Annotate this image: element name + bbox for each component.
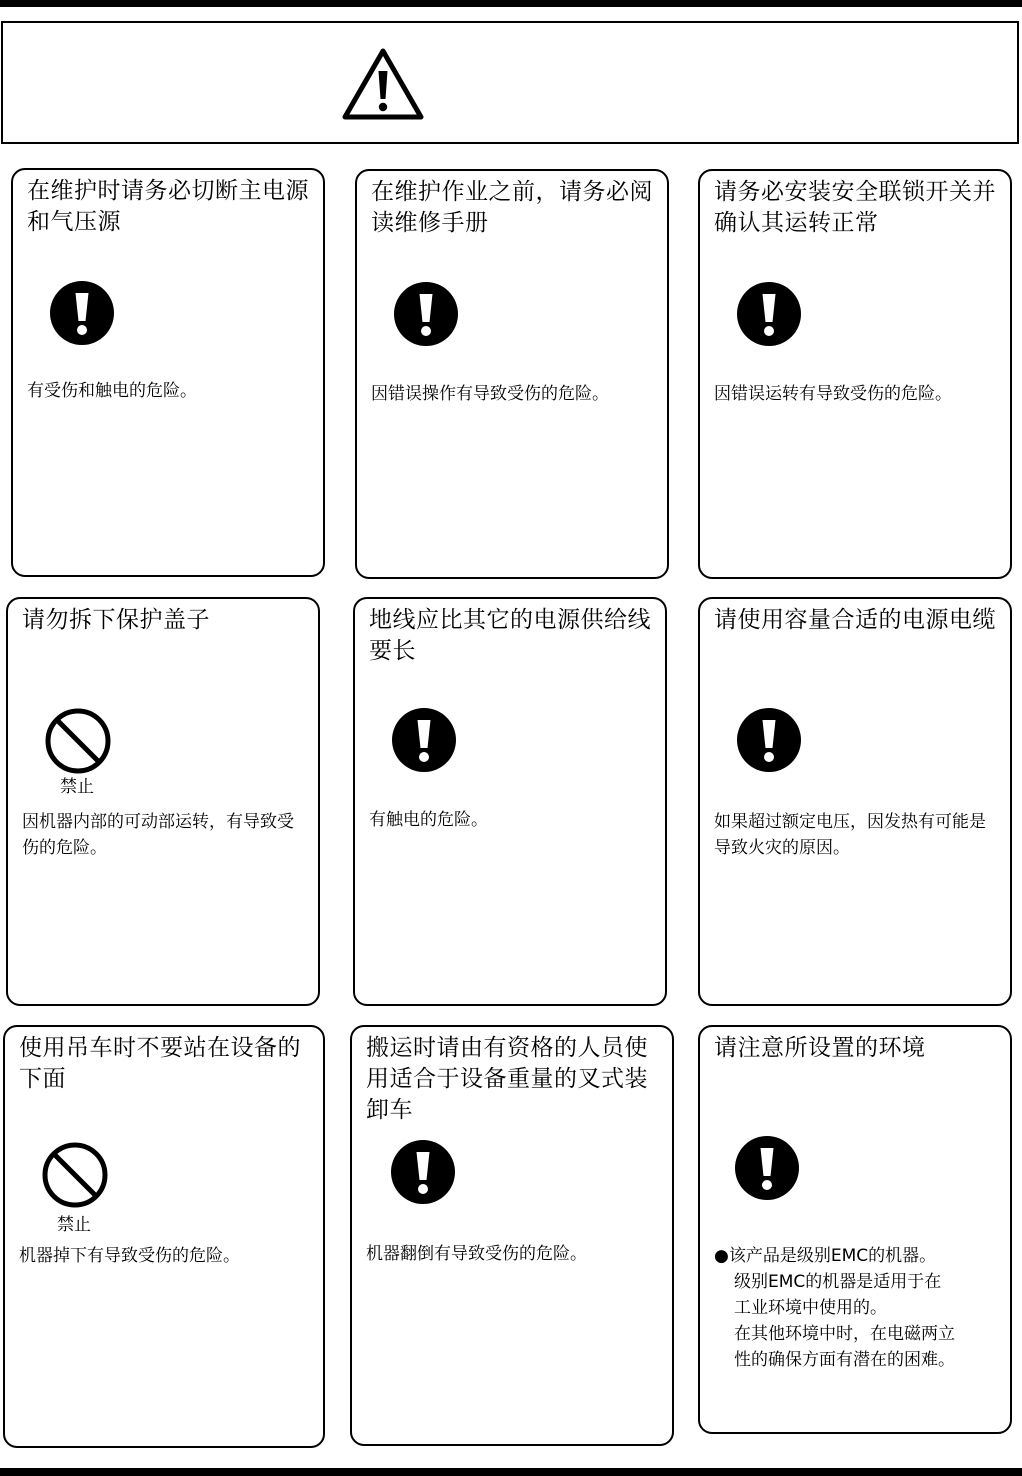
bottom-rule <box>0 1468 1022 1476</box>
prohibition-icon <box>44 707 112 775</box>
card-title: 地线应比其它的电源供给线要长 <box>369 607 651 664</box>
card-description <box>714 1243 1000 1373</box>
desc-line: 在其他环境中时，在电磁两立 <box>734 1324 955 1344</box>
safety-card-4 <box>6 597 320 1006</box>
safety-card-9 <box>698 1025 1012 1434</box>
card-title: 请注意所设置的环境 <box>714 1035 926 1061</box>
card-description: 因错误操作有导致受伤的危险。 <box>371 384 609 404</box>
card-title: 在维护时请务必切断主电源和气压源 <box>27 178 309 235</box>
warning-header <box>1 21 1019 144</box>
card-description: 有触电的危险。 <box>369 810 488 830</box>
card-title: 请务必安装安全联锁开关并确认其运转正常 <box>714 179 996 236</box>
mandatory-action-icon <box>736 281 802 347</box>
warning-triangle-icon <box>341 47 425 121</box>
safety-card-1 <box>11 168 325 577</box>
card-title: 在维护作业之前，请务必阅读维修手册 <box>371 179 653 236</box>
mandatory-action-icon <box>390 1139 456 1205</box>
card-description: 机器翻倒有导致受伤的危险。 <box>366 1244 587 1264</box>
mandatory-action-icon <box>391 707 457 773</box>
card-title: 使用吊车时不要站在设备的下面 <box>19 1035 301 1092</box>
desc-line: ●该产品是级别EMC的机器。 <box>714 1246 937 1266</box>
top-rule <box>0 0 1022 7</box>
safety-card-3 <box>698 169 1012 579</box>
safety-card-7 <box>3 1025 325 1448</box>
card-description: 因错误运转有导致受伤的危险。 <box>714 384 952 404</box>
card-description: 有受伤和触电的危险。 <box>27 381 197 401</box>
card-description: 如果超过额定电压，因发热有可能是导致火灾的原因。 <box>714 812 986 858</box>
safety-card-2 <box>355 169 669 579</box>
mandatory-action-icon <box>49 280 115 346</box>
card-description: 因机器内部的可动部运转，有导致受伤的危险。 <box>22 812 294 858</box>
desc-line: 性的确保方面有潜在的困难。 <box>734 1350 955 1370</box>
mandatory-action-icon <box>734 1135 800 1201</box>
card-description: 机器掉下有导致受伤的危险。 <box>19 1246 240 1266</box>
mandatory-action-icon <box>736 707 802 773</box>
prohibition-label: 禁止 <box>57 1215 91 1235</box>
safety-card-6 <box>698 597 1012 1006</box>
card-title: 请勿拆下保护盖子 <box>22 607 210 633</box>
safety-card-8 <box>350 1025 674 1446</box>
desc-line: 工业环境中使用的。 <box>734 1298 887 1318</box>
mandatory-action-icon <box>393 281 459 347</box>
card-title: 请使用容量合适的电源电缆 <box>714 607 996 633</box>
card-title: 搬运时请由有资格的人员使用适合于设备重量的叉式装卸车 <box>366 1035 648 1123</box>
desc-line: 级别EMC的机器是适用于在 <box>734 1272 942 1292</box>
prohibition-label: 禁止 <box>60 777 94 797</box>
prohibition-icon <box>41 1141 109 1209</box>
safety-card-5 <box>353 597 667 1006</box>
